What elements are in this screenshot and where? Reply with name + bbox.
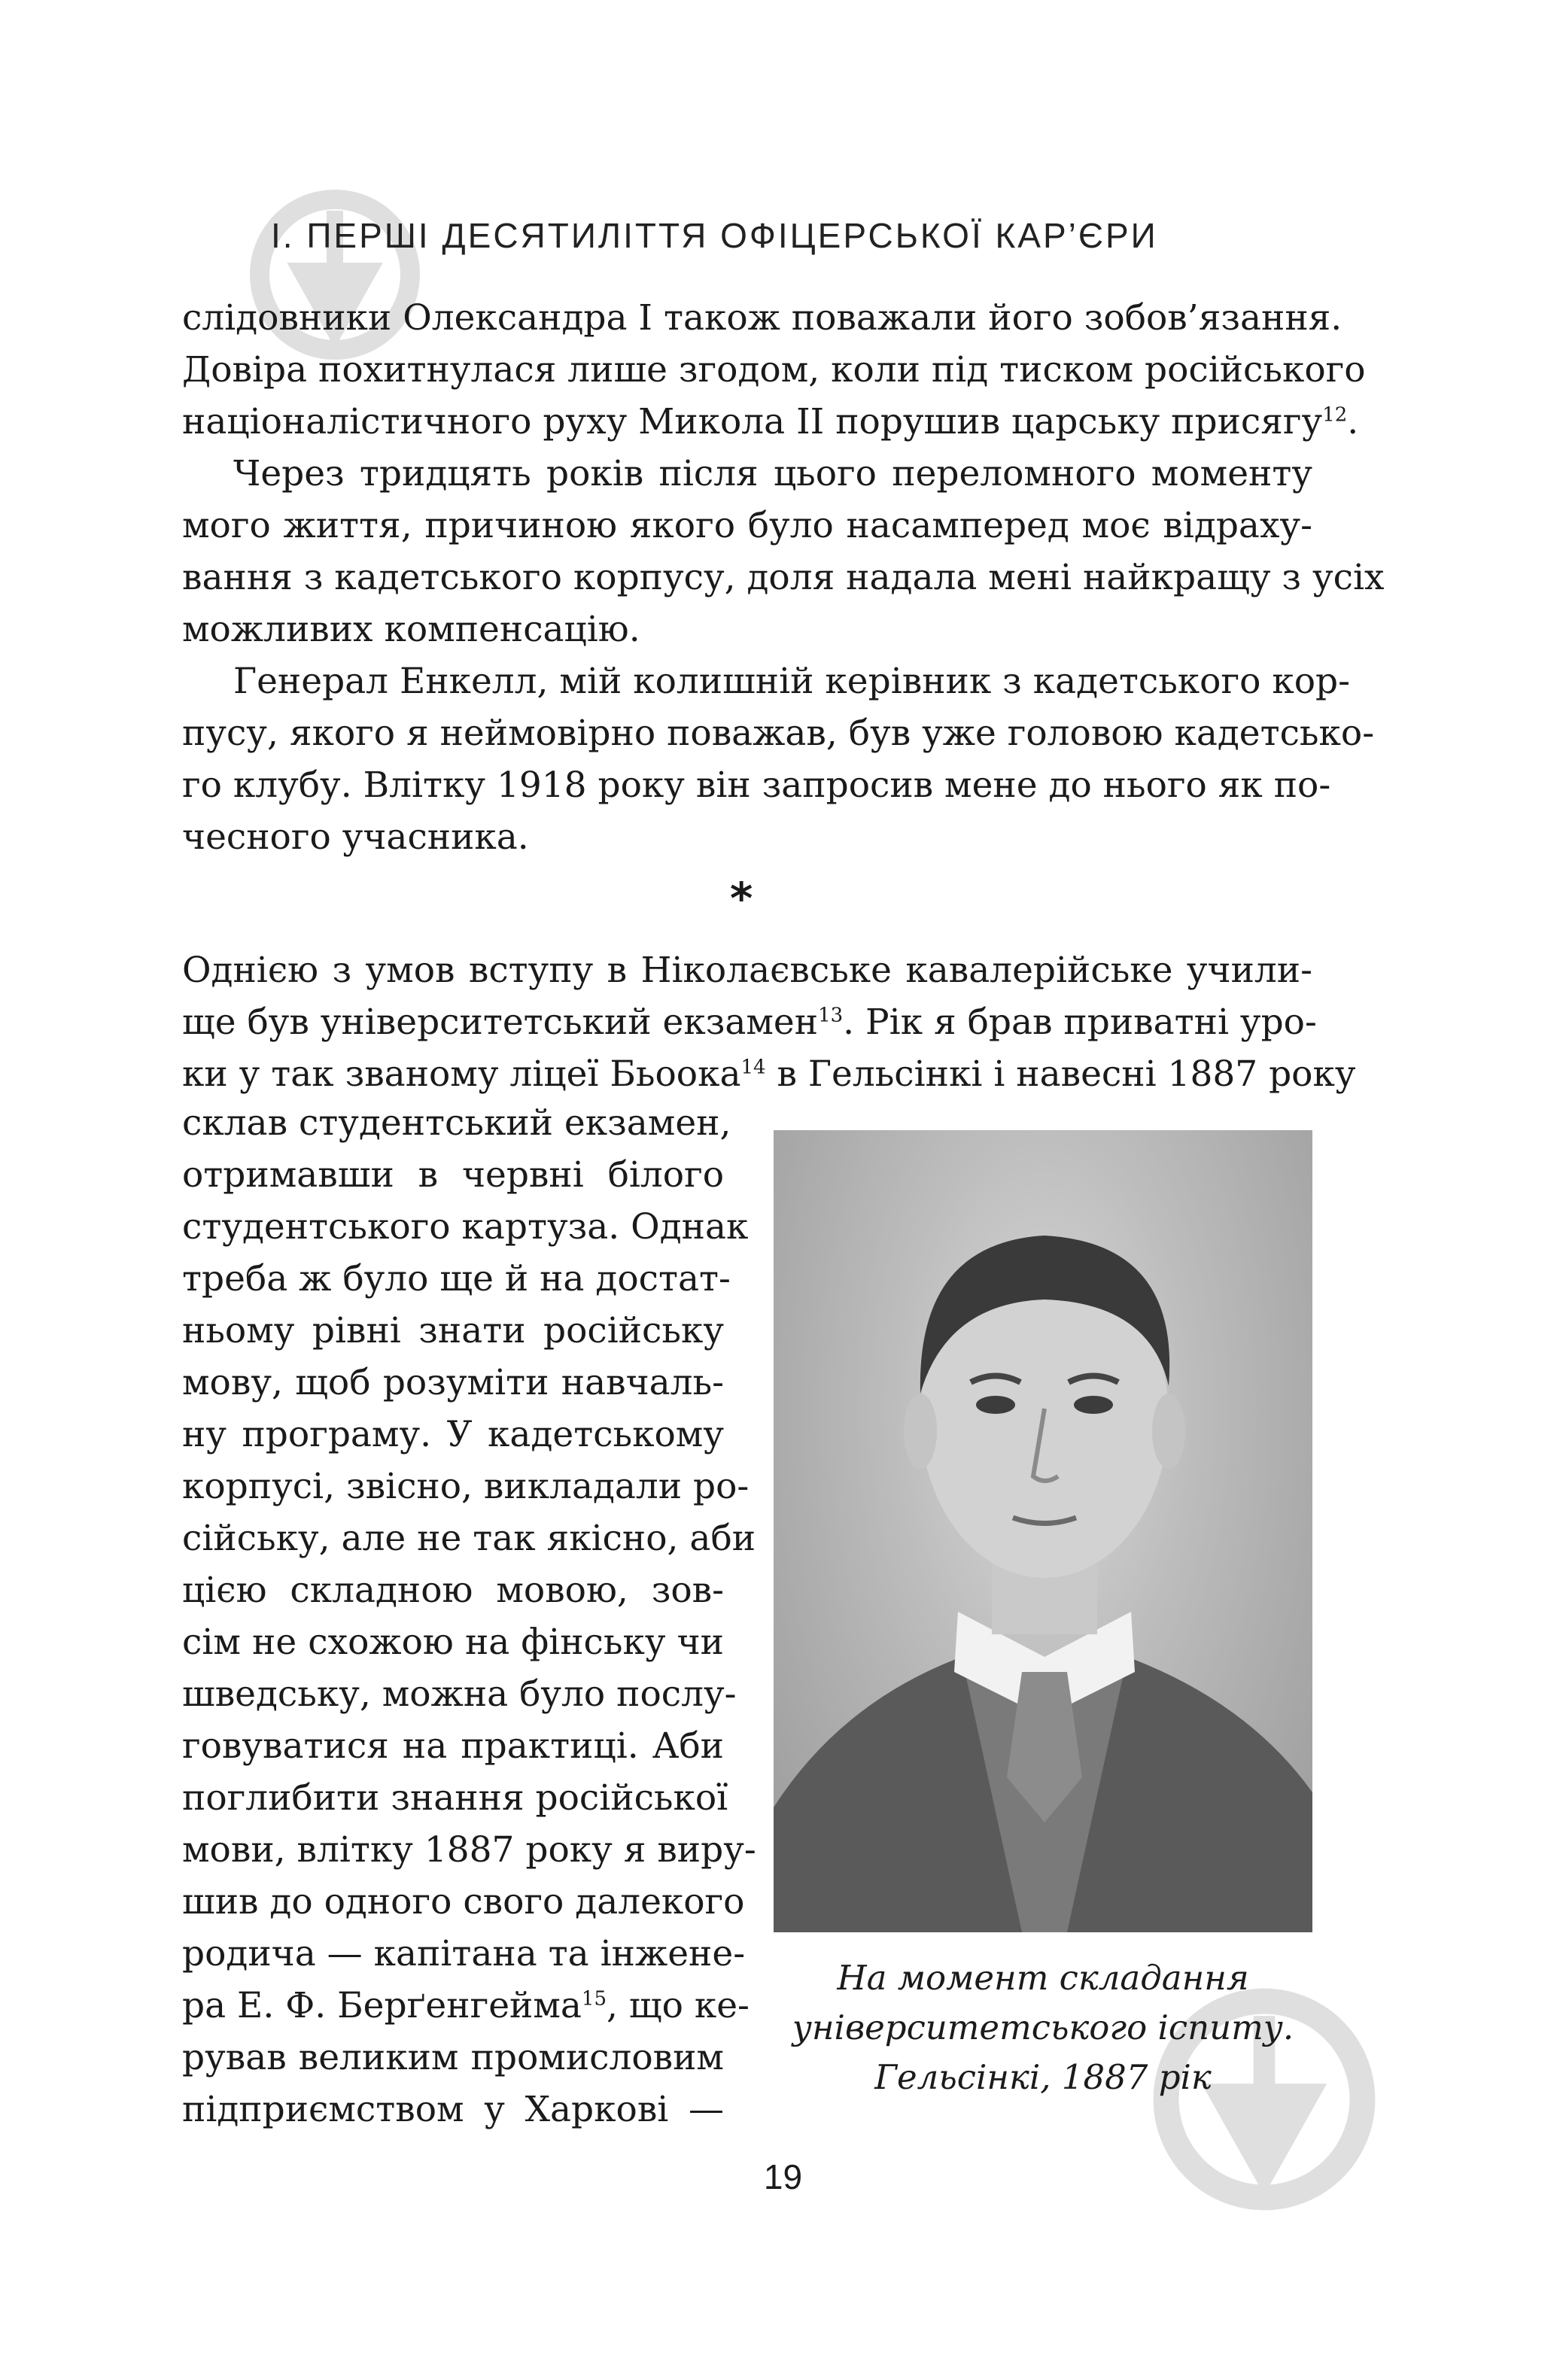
wrapped-text-column [182, 1097, 756, 2135]
text-line: підприємством у Харкові — [182, 2089, 724, 2130]
caption-line: Гельсінкі, 1887 рік [874, 2057, 1212, 2097]
text-line: говуватися на практиці. Аби [182, 1725, 724, 1767]
text-line: ще був університетський екзамен$^{13}$. Рік я брав приватні уро- [182, 1002, 1317, 1043]
text-line: мого життя, причиною якого було насамперед моє відраху- [182, 505, 1312, 546]
caption-line: університетського іспиту. [792, 2008, 1294, 2047]
text-line: можливих компенсацію. [182, 609, 640, 650]
text-line: сім не схожою на фінську чи [182, 1622, 724, 1663]
text-line: го клубу. Влітку 1918 року він запросив мене до нього як по- [182, 764, 1331, 806]
footnote-ref: 12 [1322, 403, 1348, 427]
text-line: Довіра похитнулася лише згодом, коли під тиском російського [182, 349, 1366, 391]
caption-line: На момент складання [837, 1958, 1249, 1998]
text-line: націоналістичного руху Микола II порушив царську присягу$^{12}$. [182, 401, 1359, 442]
text-line: склав студентський екзамен, [182, 1102, 731, 1144]
footnote-ref: 14 [740, 1056, 766, 1079]
text-line: пусу, якого я неймовірно поважав, був уже головою кадетсько- [182, 713, 1375, 754]
text-line: поглибити знання російської [182, 1777, 728, 1819]
text-line: слідовники Олександра I також поважали його зобов’язання. [182, 297, 1343, 339]
text-line: шведську, можна було послу- [182, 1673, 737, 1715]
text-line: родича — капітана та інжене- [182, 1933, 746, 1974]
text-line: чесного учасника. [182, 816, 529, 858]
text-line: отримавши в червні білого [182, 1154, 724, 1196]
text-line: цією складною мовою, зов- [182, 1570, 724, 1611]
text-line: рував великим промисловим [182, 2037, 724, 2078]
photo-caption [774, 1953, 1312, 2102]
running-header: І. ПЕРШІ ДЕСЯТИЛІТТЯ ОФІЦЕРСЬКОЇ КАР’ЄРИ [271, 216, 1158, 255]
text-line: Через тридцять років після цього переломного моменту [233, 453, 1312, 494]
text-line: студентського картуза. Однак [182, 1206, 749, 1248]
text-line: шив до одного свого далекого [182, 1881, 745, 1923]
text-line: треба ж було ще й на достат- [182, 1258, 731, 1299]
footnote-ref: 15 [581, 1987, 607, 2011]
text-line: сійську, але не так якісно, аби [182, 1518, 756, 1559]
portrait-illustration [774, 1130, 1312, 1932]
text-line: Однією з умов вступу в Ніколаєвське кавалерійське учили- [182, 950, 1312, 991]
text-line: ну програму. У кадетському [182, 1414, 724, 1455]
paragraph [182, 655, 1375, 863]
text-line: ра Е. Ф. Берґенгейма$^{15}$, що ке- [182, 1985, 750, 2026]
text-line: корпусі, звісно, викладали ро- [182, 1466, 750, 1507]
text-line: Генерал Енкелл, мій колишній керівник з кадетського кор- [233, 661, 1350, 702]
text-line: ки у так званому ліцеї Бьоока$^{14}$ в Гельсінкі і навесні 1887 року [182, 1053, 1356, 1095]
text-line: мову, щоб розуміти навчаль- [182, 1362, 724, 1403]
footnote-ref: 13 [818, 1004, 844, 1027]
text-line: ньому рівні знати російську [182, 1310, 724, 1351]
page-number: 19 [763, 2157, 803, 2196]
paragraph [182, 944, 1356, 1100]
portrait-photo [774, 1130, 1312, 1932]
paragraph [182, 448, 1385, 655]
text-line: мови, влітку 1887 року я виру- [182, 1829, 756, 1871]
paragraph-continuation [182, 292, 1366, 448]
section-separator: * [730, 873, 753, 924]
text-line: вання з кадетського корпусу, доля надала мені найкращу з усіх [182, 557, 1385, 598]
